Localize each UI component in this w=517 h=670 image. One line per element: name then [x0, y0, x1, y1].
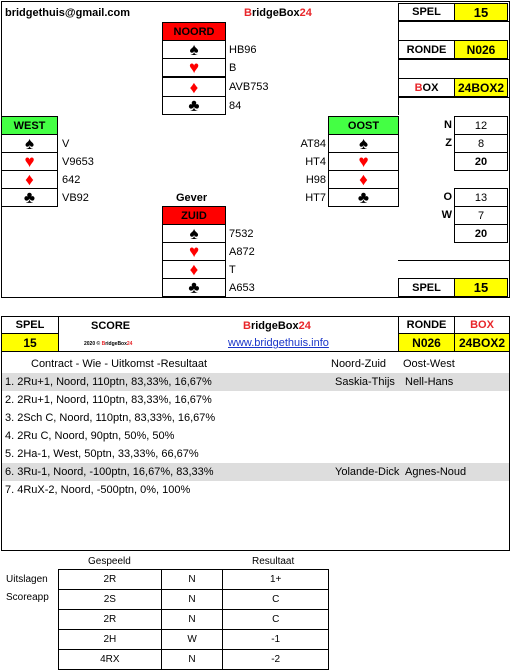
score-box-label: B OX — [454, 316, 510, 334]
result-row: 1. 2Ru+1, Noord, 110ptn, 83,33%, 16,67% Saskia-Thijs Nell-Hans — [2, 373, 509, 391]
north-spades: HB96 — [229, 43, 257, 56]
hcp-panel — [398, 116, 509, 243]
score-spel-label: SPEL — [1, 316, 59, 334]
bottom-row: 2R N C — [58, 609, 329, 630]
spel-value-bottom: 15 — [454, 278, 508, 297]
east-clubs: HT7 — [305, 191, 326, 204]
hcp-z-value: 8 — [454, 134, 508, 153]
result-row: 7. 4RuX-2, Noord, -500ptn, 0%, 100% — [5, 484, 191, 496]
north-spades-icon: ♠ — [162, 40, 226, 59]
result-row: 6. 3Ru-1, Noord, -100ptn, 16,67%, 83,33% Yolande-Dick Agnes-Noud — [2, 463, 509, 481]
results-header-ow: Oost-West — [403, 358, 455, 370]
email: bridgethuis@gmail.com — [5, 7, 131, 19]
west-clubs: VB92 — [62, 191, 89, 204]
west-clubs-icon: ♣ — [1, 188, 58, 207]
results-list — [2, 373, 509, 499]
hcp-n-value: 12 — [454, 116, 508, 135]
north-clubs: 84 — [229, 99, 242, 112]
hcp-ow-total: 20 — [454, 224, 508, 243]
side-label-scoreapp: Scoreapp — [6, 592, 49, 603]
north-header: NOORD — [162, 22, 226, 41]
spel-label: SPEL — [398, 3, 455, 21]
south-diamonds: T — [229, 263, 236, 276]
bottom-header-gespeeld: Gespeeld — [88, 556, 131, 567]
south-hearts-icon: ♥ — [162, 242, 226, 261]
east-header: OOST — [328, 116, 399, 135]
bottom-row: 2S N C — [58, 589, 329, 610]
spel-label-bottom: SPEL — [398, 278, 455, 297]
west-hearts-icon: ♥ — [1, 152, 58, 171]
results-header-nz: Noord-Zuid — [331, 358, 387, 370]
score-ronde-label: RONDE — [398, 316, 455, 334]
bottom-row: 4RX N -2 — [58, 649, 329, 670]
result-row: 2. 2Ru+1, Noord, 110ptn, 83,33%, 16,67% — [5, 394, 212, 406]
ronde-value: N026 — [454, 40, 508, 59]
brand-logo: BridgeBox24 — [244, 7, 312, 19]
bottom-table — [58, 569, 329, 670]
west-diamonds: 642 — [62, 173, 81, 186]
result-row: 5. 2Ha-1, West, 50ptn, 33,33%, 66,67% — [5, 448, 199, 460]
score-ronde-value: N026 — [398, 333, 455, 352]
bottom-header-resultaat: Resultaat — [252, 556, 295, 567]
box-label: B OX — [398, 78, 455, 97]
score-brand-logo: BridgeBox24 — [243, 320, 311, 332]
south-diamonds-icon: ♦ — [162, 260, 226, 279]
south-spades: 7532 — [229, 227, 254, 240]
hcp-o-label: O — [443, 191, 452, 203]
east-spades: AT84 — [300, 137, 326, 150]
east-hearts-icon: ♥ — [328, 152, 399, 171]
score-title: SCORE — [91, 320, 131, 332]
hcp-w-value: 7 — [454, 206, 508, 225]
hcp-o-value: 13 — [454, 188, 508, 207]
copyright: 2020 © BridgeBox24 — [84, 341, 133, 347]
north-diamonds-icon: ♦ — [162, 77, 226, 97]
south-clubs-icon: ♣ — [162, 278, 226, 297]
spel-value: 15 — [454, 3, 508, 21]
hcp-w-label: W — [441, 209, 452, 221]
west-spades: V — [62, 137, 70, 150]
east-spades-icon: ♠ — [328, 134, 399, 153]
west-spades-icon: ♠ — [1, 134, 58, 153]
result-row: 4. 2Ru C, Noord, 90ptn, 50%, 50% — [5, 430, 175, 442]
bottom-row: 2H W -1 — [58, 629, 329, 650]
east-diamonds: H98 — [305, 173, 326, 186]
dealer-label: Gever — [176, 192, 208, 204]
bottom-row: 2R N 1+ — [58, 569, 329, 590]
north-hearts: B — [229, 61, 237, 74]
score-spel-value: 15 — [1, 333, 59, 352]
south-header: ZUID — [162, 206, 226, 225]
website-link[interactable]: www.bridgethuis.info — [228, 337, 329, 349]
south-hearts: A872 — [229, 245, 255, 258]
results-header-contract: Contract - Wie - Uitkomst -Resultaat — [31, 358, 208, 370]
side-label-uitslagen: Uitslagen — [6, 574, 48, 585]
south-spades-icon: ♠ — [162, 224, 226, 243]
hcp-z-label: Z — [445, 137, 452, 149]
result-row: 3. 2Sch C, Noord, 110ptn, 83,33%, 16,67% — [5, 412, 216, 424]
west-diamonds-icon: ♦ — [1, 170, 58, 189]
score-box-value: 24BOX2 — [454, 333, 510, 352]
east-diamonds-icon: ♦ — [328, 170, 399, 189]
east-clubs-icon: ♣ — [328, 188, 399, 207]
north-hearts-icon: ♥ — [162, 58, 226, 77]
north-diamonds: AVB753 — [229, 81, 269, 93]
west-header: WEST — [1, 116, 58, 135]
west-hearts: V9653 — [62, 155, 94, 168]
south-clubs: A653 — [229, 281, 255, 294]
hcp-n-label: N — [444, 119, 452, 131]
box-value: 24BOX2 — [454, 78, 508, 97]
east-hearts: HT4 — [305, 155, 326, 168]
ronde-label: RONDE — [398, 40, 455, 59]
north-clubs-icon: ♣ — [162, 96, 226, 115]
hcp-nz-total: 20 — [454, 152, 508, 171]
